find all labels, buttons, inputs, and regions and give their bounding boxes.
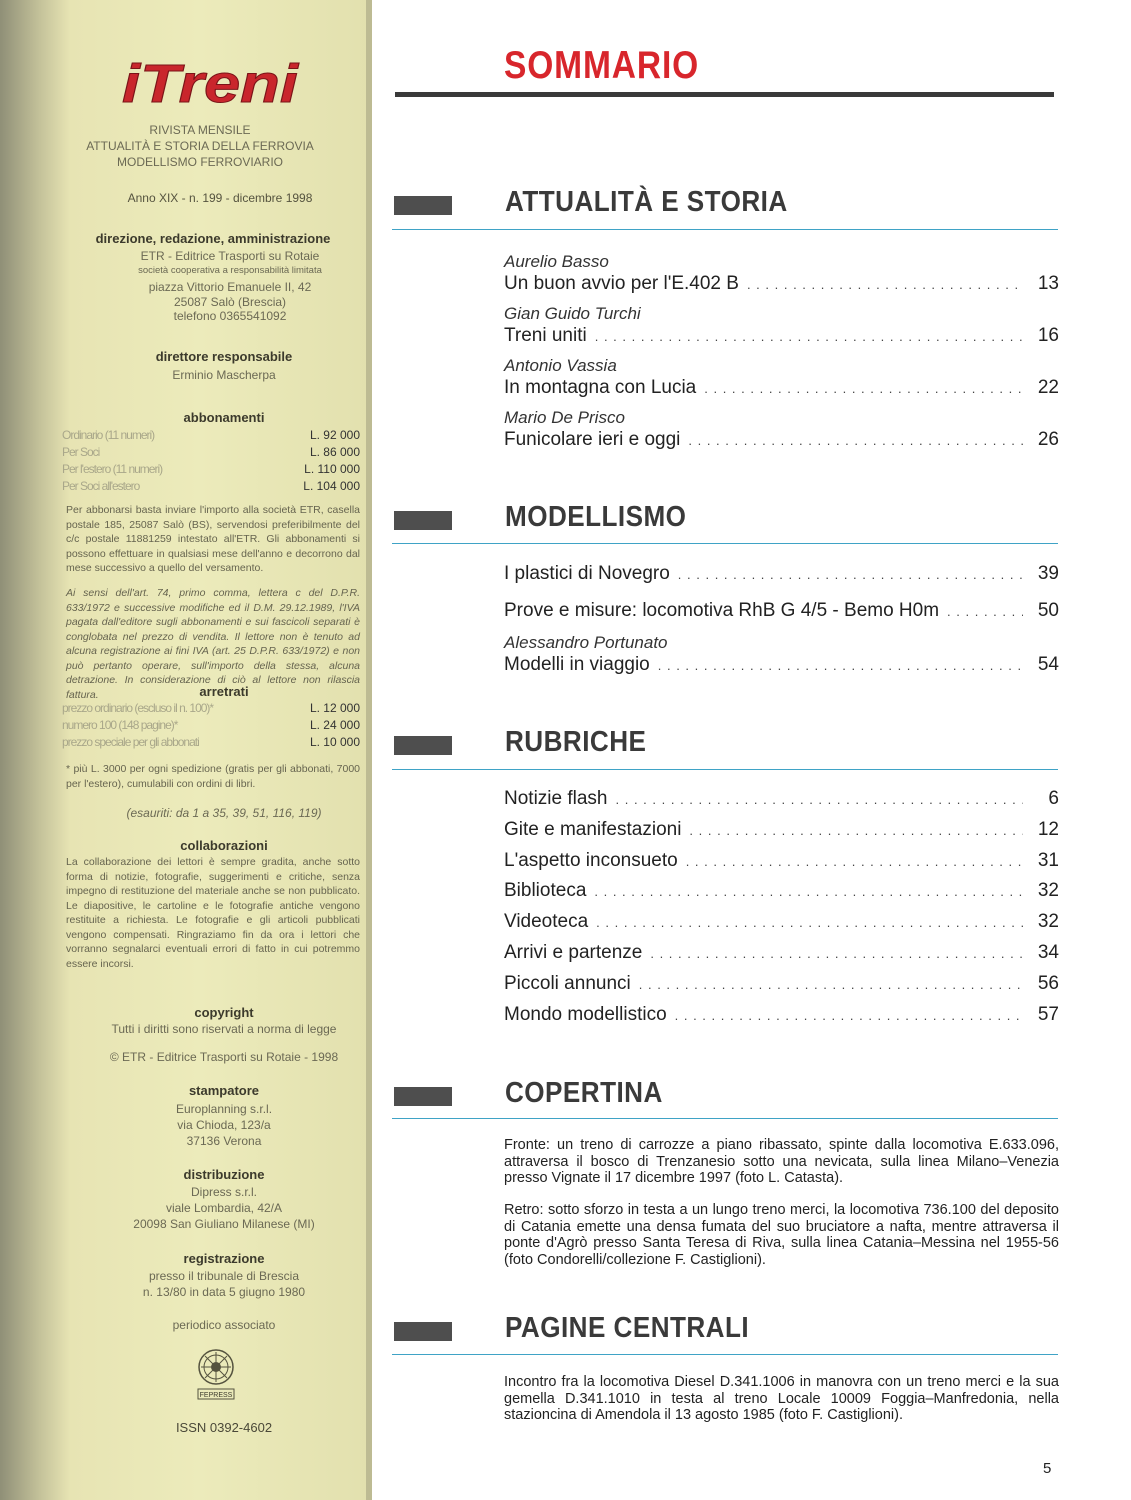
collaborations-heading: collaborazioni — [180, 838, 268, 853]
entry-author: Aurelio Basso — [504, 252, 609, 271]
page-title: SOMMARIO — [504, 44, 700, 87]
title-rule — [395, 92, 1054, 97]
sold-out-note: (esauriti: da 1 a 35, 39, 51, 116, 119) — [126, 806, 322, 820]
entry-title: Videoteca — [504, 911, 589, 932]
cover-front-caption: Fronte: un treno di carrozze a piano ribassato, spinte dalla locomotiva E.633.096, attraversa il bosco di Trenzanesio sotto una nevicata, sulla linea Milano–Venezia presso Vignate il 17 dicembre 1997 (foto L. Catasta). — [504, 1137, 1059, 1186]
tax-note: Ai sensi dell'art. 74, primo comma, lettera c del D.P.R. 633/1972 e successive modifiche ed il D.M. 29.12.1989, l'IVA pagata dall'editore sugli abbonamenti e sui fascicoli separati è conglobata nel prezzo di vendita. Il lettore non è tenuto ad alcuna registrazione ai fini IVA (art. 25 D.P.R. 633/1972) e non può pertanto operare, sull'importo della stessa, alcuna detrazione. In considerazione di ciò al lettore non rilascia fattura. — [66, 587, 360, 701]
toc-entry[interactable] — [504, 304, 1059, 349]
entry-title: In montagna con Lucia — [504, 377, 697, 398]
issn: ISSN 0392-4602 — [175, 1420, 273, 1435]
admin-line: telefono 0365541092 — [173, 309, 287, 323]
seal-label: FEPRESS — [199, 1392, 233, 1399]
entry-title: Treni uniti — [504, 325, 587, 346]
distribution-line: Dipress s.r.l. — [190, 1185, 257, 1199]
entry-title: L'aspetto inconsueto — [504, 850, 678, 871]
entry-author: Antonio Vassia — [504, 356, 617, 375]
toc-entry[interactable] — [504, 1003, 1059, 1028]
subscriptions-table — [62, 427, 360, 495]
leader-dots — [586, 880, 1023, 904]
entry-title: Funicolare ieri e oggi — [504, 429, 681, 450]
cover-back-caption: Retro: sotto sforzo in testa a un lungo treno merci, la locomotiva 736.100 del deposito di Catania emette una densa fumata del suo bruciatore a nafta, mentre attraversa il ponte d'Agrò presso Santa Teresa di Riva, sulla linea Catania–Messina nel 1955-56 (foto Condorelli/collezione F. Castiglioni). — [504, 1202, 1059, 1268]
entry-title: Un buon avvio per l'E.402 B — [504, 273, 739, 294]
toc-entry[interactable] — [504, 252, 1059, 297]
toc-entry[interactable] — [504, 879, 1059, 904]
leader-dots — [680, 429, 1023, 453]
toc-entry[interactable] — [504, 356, 1059, 401]
director-heading: direttore responsabile — [155, 349, 293, 364]
section-title-attualita: ATTUALITÀ E STORIA — [505, 186, 788, 218]
price-row: Per l'estero (11 numeri) L. 110 000 — [62, 462, 360, 476]
leader-dots — [696, 377, 1023, 401]
section-marker — [394, 1087, 452, 1106]
admin-line: ETR - Editrice Trasporti su Rotaie — [140, 249, 320, 263]
copyright-heading: copyright — [194, 1005, 254, 1020]
toc-entry[interactable] — [504, 787, 1059, 812]
leader-dots — [739, 273, 1023, 297]
leader-dots — [681, 819, 1023, 843]
associated-label: periodico associato — [172, 1318, 276, 1332]
entry-author: Gian Guido Turchi — [504, 304, 641, 323]
toc-entry[interactable] — [504, 972, 1059, 997]
leader-dots — [587, 325, 1023, 349]
toc-entry[interactable] — [504, 849, 1059, 874]
entry-title: I plastici di Novegro — [504, 563, 670, 584]
section-title-centrali: PAGINE CENTRALI — [505, 1312, 750, 1344]
masthead-line-1: RIVISTA MENSILE — [149, 123, 251, 137]
entry-title: Modelli in viaggio — [504, 654, 650, 675]
leader-dots — [608, 788, 1024, 812]
page-number: 5 — [1043, 1460, 1052, 1477]
section-title-rubriche: RUBRICHE — [505, 726, 647, 758]
distribution-line: 20098 San Giuliano Milanese (MI) — [133, 1217, 315, 1231]
entry-page: 57 — [1037, 1004, 1059, 1025]
toc-entry[interactable] — [504, 941, 1059, 966]
toc-entry[interactable] — [504, 910, 1059, 935]
masthead-sidebar — [0, 0, 372, 1500]
director-name: Erminio Mascherpa — [172, 368, 276, 382]
section-marker — [394, 736, 452, 755]
printer-line: 37136 Verona — [186, 1134, 262, 1148]
toc-entry[interactable] — [504, 818, 1059, 843]
section-rule — [392, 1354, 1058, 1355]
section-rule — [392, 229, 1058, 230]
printer-line: Europlanning s.r.l. — [175, 1102, 273, 1116]
entry-title: Arrivi e partenze — [504, 942, 643, 963]
masthead-line-2: ATTUALITÀ E STORIA DELLA FERROVIA — [86, 139, 314, 153]
entry-page: 16 — [1037, 325, 1059, 346]
toc-entry[interactable] — [504, 562, 1059, 587]
printer-heading: stampatore — [188, 1083, 260, 1098]
price-row: prezzo speciale per gli abbonati L. 10 000 — [62, 735, 360, 749]
section-title-modellismo: MODELLISMO — [505, 501, 687, 533]
distribution-line: viale Lombardia, 42/A — [165, 1201, 283, 1215]
section-rule — [392, 769, 1058, 770]
registration-heading: registrazione — [183, 1251, 265, 1266]
leader-dots — [670, 563, 1023, 587]
entry-author: Alessandro Portunato — [504, 633, 668, 652]
toc-entry[interactable] — [504, 599, 1059, 624]
entry-page: 39 — [1037, 563, 1059, 584]
centerfold-caption: Incontro fra la locomotiva Diesel D.341.1006 in manovra con un treno merci e la sua gemella D.341.1010 in testa al treno Locale 10009 Foggia–Manfredonia, nella stazioncina di Amendola il 13 agosto 1985 (foto F. Castiglioni). — [504, 1374, 1059, 1423]
entry-title: Notizie flash — [504, 788, 608, 809]
leader-dots — [678, 850, 1023, 874]
registration-line: n. 13/80 in data 5 giugno 1980 — [142, 1285, 306, 1299]
admin-line: piazza Vittorio Emanuele II, 42 — [148, 280, 312, 294]
section-rule — [392, 543, 1058, 544]
collaborations-text: La collaborazione dei lettori è sempre gradita, anche sotto forma di notizie, fotografie, suggerimenti e critiche, senza impegno di restituzione del materiale anche se non pubblicato. Le diapositive, le cartoline e le fotografie antiche vengono restituite a richiesta. Le fotografie e gli articoli pubblicati vengono compensati. Ringraziamo fin da ora i lettori che vorranno segnalarci eventuali errori di fatto in cui potremmo essere incorsi. — [66, 856, 360, 970]
fepress-seal-icon — [194, 1347, 238, 1403]
magazine-logo — [118, 56, 303, 112]
entry-page: 56 — [1037, 973, 1059, 994]
toc-entry[interactable] — [504, 408, 1059, 453]
entry-title: Biblioteca — [504, 880, 587, 901]
page-fold-shadow — [366, 0, 372, 1500]
section-marker — [394, 511, 452, 530]
admin-line: società cooperativa a responsabilità limitata — [138, 265, 322, 276]
masthead-line-3: MODELLISMO FERROVIARIO — [116, 155, 284, 169]
section-rule — [392, 1118, 1058, 1119]
entry-page: 31 — [1037, 850, 1059, 871]
section-title-copertina: COPERTINA — [505, 1077, 663, 1109]
entry-title: Gite e manifestazioni — [504, 819, 682, 840]
registration-line: presso il tribunale di Brescia — [148, 1269, 300, 1283]
entry-page: 12 — [1037, 819, 1059, 840]
toc-entry[interactable] — [504, 633, 1059, 678]
leader-dots — [939, 600, 1023, 624]
entry-page: 54 — [1037, 654, 1059, 675]
entry-author: Mario De Prisco — [504, 408, 625, 427]
entry-title: Piccoli annunci — [504, 973, 631, 994]
printer-line: via Chioda, 123/a — [177, 1118, 271, 1132]
section-marker — [394, 1322, 452, 1341]
entry-page: 13 — [1037, 273, 1059, 294]
leader-dots — [631, 973, 1023, 997]
entry-title: Prove e misure: locomotiva RhB G 4/5 - Bemo H0m — [504, 600, 940, 621]
admin-heading: direzione, redazione, amministrazione — [95, 231, 331, 246]
entry-page: 50 — [1037, 600, 1059, 621]
subscriptions-note: Per abbonarsi basta inviare l'importo alla società ETR, casella postale 185, 25087 Salò (BS), servendosi preferibilmente del c/c postale 11881259 intestato all'ETR. Gli abbonamenti si possono effettuare in qualsiasi mese dell'anno e decorrono dal mese successivo a quello del versamento. — [66, 504, 360, 574]
subscriptions-heading: abbonamenti — [183, 410, 265, 425]
copyright-line: Tutti i diritti sono riservati a norma di legge — [111, 1022, 337, 1036]
entry-page: 6 — [1048, 788, 1059, 809]
shipping-note: * più L. 3000 per ogni spedizione (gratis per gli abbonati, 7000 per l'estero), cumulabili con ordini di libri. — [66, 763, 360, 790]
entry-page: 26 — [1037, 429, 1059, 450]
leader-dots — [667, 1004, 1023, 1028]
entry-page: 22 — [1037, 377, 1059, 398]
back-issues-heading: arretrati — [199, 684, 249, 699]
section-marker — [394, 196, 452, 215]
leader-dots — [642, 942, 1023, 966]
leader-dots — [650, 654, 1023, 678]
price-row: Per Soci all'estero L. 104 000 — [62, 479, 360, 493]
back-issues-table — [62, 700, 360, 751]
entry-page: 32 — [1037, 911, 1059, 932]
price-row: prezzo ordinario (escluso il n. 100)* L. 12 000 — [62, 701, 360, 715]
entry-page: 32 — [1037, 880, 1059, 901]
entry-page: 34 — [1037, 942, 1059, 963]
price-row: numero 100 (148 pagine)* L. 24 000 — [62, 718, 360, 732]
entry-title: Mondo modellistico — [504, 1004, 667, 1025]
copyright-line: © ETR - Editrice Trasporti su Rotaie - 1998 — [109, 1050, 339, 1064]
distribution-heading: distribuzione — [183, 1167, 265, 1182]
price-row: Per Soci L. 86 000 — [62, 445, 360, 459]
leader-dots — [588, 911, 1023, 935]
admin-line: 25087 Salò (Brescia) — [173, 295, 287, 309]
price-row: Ordinario (11 numeri) L. 92 000 — [62, 428, 360, 442]
logo-text: iTreni — [122, 56, 300, 112]
issue-line: Anno XIX - n. 199 - dicembre 1998 — [127, 191, 313, 205]
